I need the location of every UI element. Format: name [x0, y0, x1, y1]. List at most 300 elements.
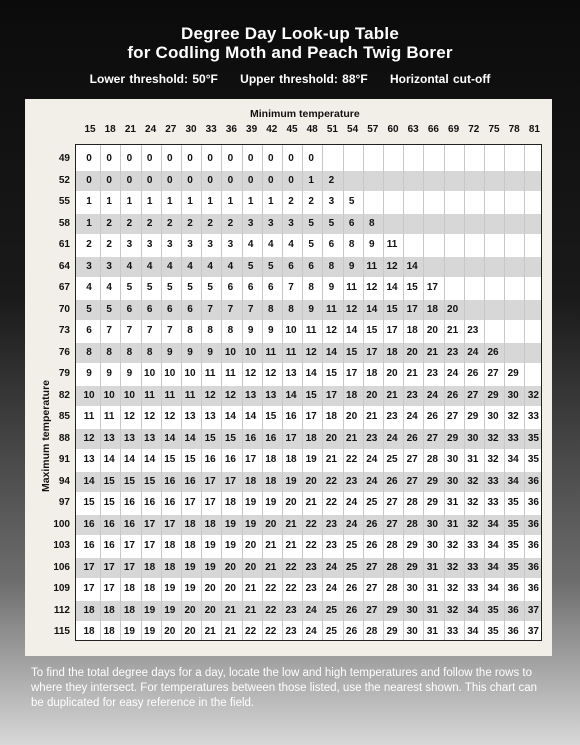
table-cell: 8: [328, 260, 335, 272]
table-cell: 18: [346, 389, 358, 401]
table-cell: 15: [305, 389, 317, 401]
table-cell: 19: [164, 604, 176, 616]
table-cell: 31: [426, 626, 438, 637]
table-cell: 7: [207, 303, 213, 315]
table-cell: 20: [366, 389, 378, 401]
row-header: 55: [58, 196, 70, 207]
table-cell: 3: [86, 260, 92, 272]
table-cell: 30: [406, 626, 418, 637]
table-cell: 16: [83, 518, 95, 530]
table-cell: 6: [167, 303, 173, 315]
table-cell: 32: [447, 540, 459, 551]
table-cell: 18: [305, 432, 317, 444]
table-cell: 13: [245, 389, 257, 401]
table-cell: 9: [369, 239, 375, 250]
table-cell: 0: [167, 153, 173, 164]
table-cell: 14: [346, 325, 358, 336]
table-cell: 11: [305, 325, 317, 336]
table-cell: 16: [103, 518, 115, 530]
table-cell: 18: [366, 368, 378, 379]
table-cell: 32: [467, 497, 479, 508]
table-cell: 19: [164, 583, 176, 594]
table-cell: 37: [527, 626, 539, 637]
table-cell: 9: [348, 260, 355, 272]
table-cell: 3: [268, 217, 274, 229]
table-cell: 21: [285, 518, 297, 530]
table-cell: 18: [184, 540, 196, 551]
table-cell: 1: [268, 196, 274, 207]
table-cell: 19: [224, 518, 236, 530]
table-cell: 19: [245, 497, 257, 508]
table-cell: 5: [308, 217, 314, 229]
row-header: 103: [53, 540, 70, 551]
table-cell: 32: [447, 583, 459, 594]
table-cell: 14: [406, 260, 418, 272]
table-cell: 21: [245, 583, 257, 594]
table-cell: 17: [164, 518, 176, 530]
table-cell: 8: [308, 282, 314, 293]
table-cell: 1: [207, 196, 213, 207]
table-cell: 35: [507, 561, 519, 573]
column-header: 78: [508, 124, 520, 135]
table-cell: 21: [325, 454, 337, 465]
table-cell: 3: [227, 239, 234, 250]
table-cell: 11: [103, 411, 115, 422]
row-header: 109: [53, 583, 70, 594]
table-cell: 33: [527, 411, 539, 422]
lower-threshold-text: Lower threshold: 50°F: [89, 72, 218, 86]
table-cell: 17: [204, 497, 216, 508]
table-cell: 19: [245, 518, 257, 530]
table-cell: 11: [386, 239, 398, 250]
column-header: 75: [488, 124, 500, 135]
table-cell: 36: [507, 604, 519, 616]
table-cell: 3: [328, 196, 335, 207]
table-cell: 10: [245, 346, 257, 358]
table-cell: 17: [83, 583, 95, 594]
column-header: 54: [347, 124, 359, 135]
table-cell: 3: [167, 239, 173, 250]
table-cell: 35: [527, 432, 539, 444]
table-cell: 19: [184, 583, 196, 594]
table-cell: 12: [83, 432, 95, 444]
row-header: 67: [58, 282, 70, 293]
table-cell: 8: [146, 346, 153, 358]
table-cell: 18: [184, 518, 196, 530]
table-cell: 14: [285, 389, 297, 401]
table-cell: 23: [285, 604, 297, 616]
column-header: 30: [185, 124, 197, 135]
table-cell: 0: [187, 174, 193, 186]
table-cell: 9: [126, 368, 133, 379]
table-cell: 15: [164, 454, 176, 465]
table-cell: 3: [106, 260, 112, 272]
table-cell: 25: [346, 540, 358, 551]
table-cell: 23: [366, 432, 378, 444]
table-cell: 3: [207, 239, 213, 250]
table-cell: 17: [386, 325, 398, 336]
table-cell: 10: [103, 389, 115, 401]
threshold-info: [0, 72, 580, 86]
table-cell: 10: [83, 389, 95, 401]
table-cell: 17: [103, 561, 115, 573]
table-cell: 1: [308, 174, 314, 186]
row-header: 91: [58, 454, 70, 465]
table-cell: 30: [507, 389, 519, 401]
table-cell: 9: [106, 368, 112, 379]
table-cell: 24: [305, 604, 317, 616]
instructions-text: To find the total degree days for a day, locate the low and high temperatures and follow the rows to where they intersect. For temperatures between those listed, use the nearest shown. This chart can be duplicated for easy reference in the field.: [31, 667, 538, 709]
table-cell: 10: [164, 368, 176, 379]
table-cell: 4: [247, 239, 254, 250]
table-cell: 1: [126, 196, 133, 207]
table-cell: 21: [224, 626, 236, 637]
table-cell: 20: [224, 583, 236, 594]
page-subtitle: for Codling Moth and Peach Twig Borer: [127, 43, 453, 62]
column-header: 72: [468, 124, 480, 135]
table-cell: 0: [207, 174, 213, 186]
table-cell: 9: [328, 282, 335, 293]
table-cell: 2: [167, 217, 173, 229]
table-cell: 0: [288, 174, 294, 186]
table-cell: 6: [187, 303, 193, 315]
table-cell: 30: [447, 454, 459, 465]
table-cell: 2: [207, 217, 213, 229]
table-cell: 32: [467, 475, 479, 487]
table-cell: 2: [106, 239, 112, 250]
row-header: 88: [58, 432, 70, 444]
table-cell: 27: [406, 454, 418, 465]
table-cell: 7: [167, 325, 173, 336]
table-cell: 29: [507, 368, 519, 379]
table-cell: 3: [187, 239, 193, 250]
table-cell: 5: [207, 282, 213, 293]
table-cell: 21: [346, 432, 358, 444]
table-cell: 27: [386, 497, 398, 508]
table-cell: 18: [144, 561, 156, 573]
table-cell: 21: [447, 325, 459, 336]
table-cell: 15: [83, 497, 95, 508]
table-cell: 1: [227, 196, 234, 207]
table-cell: 9: [167, 346, 173, 358]
table-cell: 2: [106, 217, 112, 229]
row-header: 115: [53, 626, 70, 637]
table-cell: 11: [164, 389, 176, 401]
table-cell: 8: [288, 303, 294, 315]
table-cell: 32: [507, 411, 519, 422]
table-cell: 0: [227, 153, 234, 164]
table-cell: 16: [184, 475, 196, 487]
table-cell: 22: [285, 561, 297, 573]
row-header: 106: [53, 561, 70, 573]
table-cell: 14: [245, 411, 257, 422]
table-cell: 17: [305, 411, 317, 422]
table-cell: 7: [227, 303, 234, 315]
table-cell: 21: [305, 497, 317, 508]
column-header: 48: [306, 124, 318, 135]
row-header: 112: [53, 604, 70, 616]
table-cell: 16: [265, 432, 277, 444]
table-cell: 27: [487, 368, 499, 379]
table-cell: 15: [265, 411, 277, 422]
table-cell: 20: [285, 497, 297, 508]
table-cell: 34: [507, 454, 519, 465]
table-cell: 16: [83, 540, 95, 551]
table-cell: 14: [305, 368, 317, 379]
table-cell: 12: [346, 303, 358, 315]
table-cell: 19: [184, 561, 196, 573]
row-header: 52: [58, 174, 70, 186]
table-cell: 11: [184, 389, 196, 401]
table-cell: 1: [187, 196, 193, 207]
table-cell: 24: [325, 561, 337, 573]
table-cell: 5: [348, 196, 355, 207]
table-cell: 24: [467, 346, 479, 358]
table-cell: 23: [386, 411, 398, 422]
table-cell: 34: [487, 583, 499, 594]
row-header: 49: [58, 153, 70, 164]
table-cell: 0: [126, 153, 133, 164]
table-cell: 29: [487, 389, 499, 401]
table-cell: 35: [507, 540, 519, 551]
table-cell: 12: [325, 325, 337, 336]
table-cell: 8: [207, 325, 213, 336]
table-cell: 26: [346, 626, 358, 637]
table-cell: 36: [507, 583, 519, 594]
table-cell: 21: [426, 346, 438, 358]
table-cell: 33: [447, 626, 459, 637]
table-cell: 31: [467, 454, 479, 465]
table-cell: 11: [83, 411, 95, 422]
table-cell: 14: [325, 346, 337, 358]
table-cell: 0: [106, 153, 112, 164]
table-cell: 26: [346, 583, 358, 594]
table-cell: 24: [386, 432, 398, 444]
table-cell: 26: [467, 368, 479, 379]
table-cell: 26: [366, 540, 378, 551]
table-cell: 31: [426, 583, 438, 594]
table-cell: 0: [86, 153, 92, 164]
table-cell: 18: [265, 475, 277, 487]
table-cell: 10: [144, 368, 156, 379]
table-cell: 33: [487, 475, 499, 487]
table-cell: 13: [204, 411, 216, 422]
table-cell: 24: [366, 475, 378, 487]
table-cell: 13: [123, 432, 135, 444]
table-cell: 16: [123, 518, 135, 530]
table-cell: 0: [247, 174, 254, 186]
table-cell: 0: [126, 174, 133, 186]
table-cell: 26: [346, 604, 358, 616]
table-cell: 0: [146, 174, 153, 186]
table-cell: 19: [204, 561, 216, 573]
table-cell: 12: [245, 368, 257, 379]
table-cell: 32: [487, 454, 499, 465]
table-cell: 24: [447, 368, 459, 379]
table-cell: 5: [86, 303, 92, 315]
table-cell: 22: [346, 454, 358, 465]
table-cell: 17: [426, 282, 438, 293]
table-cell: 21: [265, 561, 277, 573]
table-cell: 0: [288, 153, 294, 164]
table-cell: 18: [325, 411, 337, 422]
column-header: 81: [528, 124, 540, 135]
table-cell: 23: [467, 325, 479, 336]
table-cell: 35: [487, 604, 499, 616]
table-cell: 17: [103, 583, 115, 594]
table-cell: 4: [86, 282, 92, 293]
table-cell: 20: [245, 540, 257, 551]
table-cell: 13: [83, 454, 95, 465]
table-cell: 16: [164, 475, 176, 487]
table-cell: 21: [406, 368, 418, 379]
table-cell: 14: [164, 432, 176, 444]
table-cell: 21: [285, 540, 297, 551]
table-cell: 8: [86, 346, 92, 358]
table-cell: 27: [366, 583, 378, 594]
table-cell: 20: [426, 325, 438, 336]
table-cell: 23: [325, 518, 337, 530]
table-cell: 25: [325, 604, 337, 616]
row-header: 70: [58, 303, 70, 315]
table-cell: 4: [187, 260, 193, 272]
table-cell: 18: [103, 626, 115, 637]
row-header: 76: [58, 346, 70, 358]
table-cell: 37: [527, 604, 539, 616]
row-header: 58: [58, 217, 70, 229]
table-cell: 8: [227, 325, 234, 336]
table-cell: 36: [527, 475, 539, 487]
table-cell: 6: [126, 303, 133, 315]
table-cell: 27: [386, 518, 398, 530]
column-header: 27: [165, 124, 177, 135]
table-cell: 26: [406, 432, 418, 444]
table-cell: 29: [447, 432, 459, 444]
table-cell: 8: [268, 303, 274, 315]
table-cell: 0: [167, 174, 173, 186]
table-cell: 17: [123, 561, 135, 573]
table-cell: 0: [227, 174, 234, 186]
table-cell: 17: [325, 389, 337, 401]
table-cell: 18: [83, 626, 95, 637]
table-cell: 9: [207, 346, 213, 358]
table-cell: 27: [467, 389, 479, 401]
column-header: 69: [448, 124, 460, 135]
degree-day-grid: [75, 144, 542, 641]
table-cell: 24: [325, 583, 337, 594]
table-cell: 32: [447, 604, 459, 616]
table-cell: 33: [467, 583, 479, 594]
table-cell: 17: [144, 540, 156, 551]
table-cell: 16: [285, 411, 297, 422]
table-cell: 31: [426, 561, 438, 573]
table-cell: 27: [426, 432, 438, 444]
table-cell: 24: [346, 497, 358, 508]
table-cell: 19: [224, 540, 236, 551]
table-cell: 20: [265, 518, 277, 530]
table-cell: 16: [224, 454, 236, 465]
table-cell: 20: [204, 604, 216, 616]
table-cell: 28: [386, 561, 398, 573]
table-cell: 12: [224, 389, 236, 401]
table-cell: 16: [103, 540, 115, 551]
table-cell: 17: [366, 346, 378, 358]
table-cell: 15: [366, 325, 378, 336]
table-cell: 1: [106, 196, 112, 207]
table-cell: 18: [406, 325, 418, 336]
table-cell: 25: [386, 454, 398, 465]
table-cell: 33: [467, 540, 479, 551]
table-cell: 31: [426, 604, 438, 616]
table-cell: 16: [204, 454, 216, 465]
table-cell: 7: [126, 325, 133, 336]
table-cell: 5: [268, 260, 274, 272]
table-cell: 29: [467, 411, 479, 422]
table-cell: 36: [527, 561, 539, 573]
table-cell: 27: [447, 411, 459, 422]
table-cell: 4: [207, 260, 213, 272]
table-cell: 36: [527, 518, 539, 530]
table-cell: 30: [487, 411, 499, 422]
table-cell: 7: [247, 303, 254, 315]
table-cell: 23: [447, 346, 459, 358]
table-cell: 6: [146, 303, 153, 315]
page-title: Degree Day Look-up Table: [181, 24, 399, 43]
table-cell: 15: [123, 475, 135, 487]
table-cell: 13: [144, 432, 156, 444]
table-cell: 18: [224, 497, 236, 508]
table-cell: 20: [184, 604, 196, 616]
table-cell: 20: [406, 346, 418, 358]
table-cell: 3: [126, 239, 133, 250]
table-cell: 20: [164, 626, 176, 637]
table-cell: 24: [346, 518, 358, 530]
table-cell: 16: [123, 497, 135, 508]
table-cell: 22: [265, 604, 277, 616]
table-cell: 19: [144, 604, 156, 616]
table-cell: 18: [245, 475, 257, 487]
table-cell: 18: [164, 561, 176, 573]
table-cell: 20: [346, 411, 358, 422]
table-cell: 13: [265, 389, 277, 401]
column-header: 66: [427, 124, 439, 135]
table-cell: 5: [146, 282, 153, 293]
table-cell: 12: [366, 282, 378, 293]
table-cell: 6: [348, 217, 355, 229]
table-cell: 20: [184, 626, 196, 637]
table-cell: 22: [265, 583, 277, 594]
table-cell: 28: [386, 540, 398, 551]
table-cell: 12: [123, 411, 135, 422]
table-cell: 23: [426, 368, 438, 379]
table-cell: 35: [527, 454, 539, 465]
row-axis-label: Maximum temperature: [40, 379, 52, 493]
table-cell: 28: [426, 454, 438, 465]
table-cell: 22: [305, 540, 317, 551]
table-cell: 34: [487, 518, 499, 530]
table-cell: 33: [507, 432, 519, 444]
table-cell: 4: [288, 239, 294, 250]
table-cell: 12: [144, 411, 156, 422]
table-cell: 17: [123, 540, 135, 551]
table-cell: 23: [285, 626, 297, 637]
row-header: 97: [58, 497, 70, 508]
table-cell: 32: [527, 389, 539, 401]
table-cell: 8: [348, 239, 355, 250]
table-cell: 4: [167, 260, 173, 272]
table-cell: 28: [366, 626, 378, 637]
table-cell: 6: [308, 260, 314, 272]
